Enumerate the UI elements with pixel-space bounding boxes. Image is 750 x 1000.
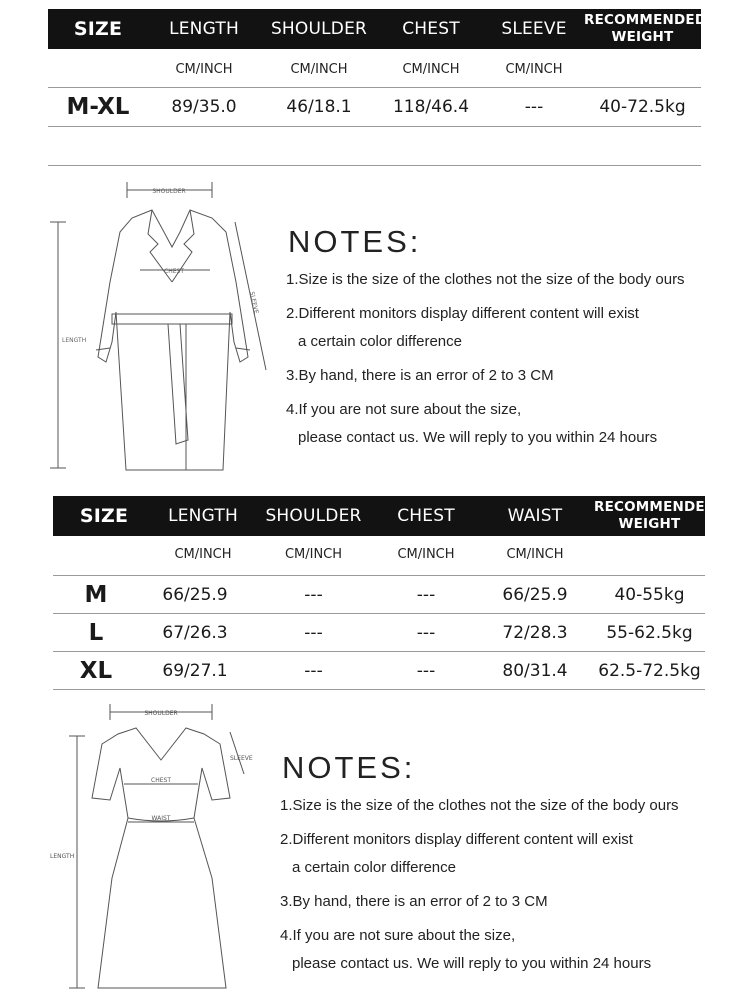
header-waist: WAIST (507, 506, 563, 526)
divider (48, 165, 701, 166)
row-chest: --- (416, 584, 436, 605)
row-chest: --- (416, 622, 436, 643)
header-chest: CHEST (397, 506, 455, 526)
unit-chest: CM/INCH (402, 61, 460, 77)
row-length: 89/35.0 (171, 97, 237, 117)
label-sleeve: SLEEVE (248, 290, 260, 315)
notes-section (286, 224, 726, 452)
header-recommended: RECOMMENDED (584, 12, 707, 28)
unit-length: CM/INCH (175, 61, 233, 77)
header-shoulder: SHOULDER (265, 506, 362, 526)
table-row (53, 576, 705, 614)
header-weight: WEIGHT (611, 29, 674, 45)
unit-chest: CM/INCH (397, 546, 455, 562)
row-size: XL (79, 657, 113, 684)
row-length: 66/25.9 (162, 584, 228, 605)
table-row (48, 88, 701, 127)
row-size: L (88, 619, 104, 646)
row-shoulder: --- (304, 622, 323, 643)
header-weight: WEIGHT (618, 516, 681, 532)
dress-sketch (40, 698, 270, 998)
note-item: 2.Different monitors display different content will exist (286, 305, 639, 322)
note-item: 1.Size is the size of the clothes not the size of the body ours (286, 271, 685, 288)
label-chest: CHEST (164, 268, 184, 275)
table-header (53, 496, 717, 536)
label-shoulder: SHOULDER (144, 710, 178, 717)
unit-sleeve: CM/INCH (505, 61, 563, 77)
notes-section (280, 750, 730, 978)
note-item: 1.Size is the size of the clothes not the size of the body ours (280, 797, 679, 814)
row-length: 67/26.3 (162, 622, 228, 643)
label-sleeve: SLEEVE (230, 755, 253, 762)
row-waist: 66/25.9 (502, 584, 568, 605)
row-weight: 62.5-72.5kg (598, 660, 701, 681)
note-item: 3.By hand, there is an error of 2 to 3 CM (280, 893, 548, 910)
row-weight: 40-55kg (614, 584, 685, 605)
header-chest: CHEST (402, 19, 460, 39)
header-shoulder: SHOULDER (270, 19, 368, 39)
label-chest: CHEST (151, 777, 171, 784)
label-shoulder: SHOULDER (152, 188, 186, 195)
table-row (53, 652, 705, 690)
note-item: a certain color difference (292, 859, 456, 876)
header-recommended-weight (594, 499, 717, 533)
notes-title: NOTES: (282, 750, 416, 785)
header-length: LENGTH (168, 506, 238, 526)
note-item: 4.If you are not sure about the size, (286, 401, 522, 418)
row-length: 69/27.1 (162, 660, 228, 681)
table-row (53, 614, 705, 652)
unit-waist: CM/INCH (506, 546, 564, 562)
row-shoulder: --- (304, 584, 323, 605)
note-item: 2.Different monitors display different content will exist (280, 831, 633, 848)
row-shoulder: 46/18.1 (286, 97, 352, 117)
label-length: LENGTH (62, 337, 87, 344)
table-header (48, 9, 707, 49)
unit-length: CM/INCH (174, 546, 232, 562)
note-item: please contact us. We will reply to you within 24 hours (298, 429, 658, 446)
header-sleeve: SLEEVE (501, 19, 567, 39)
unit-shoulder: CM/INCH (284, 546, 343, 562)
unit-shoulder: CM/INCH (290, 61, 348, 77)
header-size: SIZE (79, 505, 129, 527)
label-waist: WAIST (151, 815, 171, 822)
row-waist: 80/31.4 (502, 660, 568, 681)
row-size: M-XL (66, 94, 130, 120)
header-recommended: RECOMMENDED (594, 499, 717, 515)
header-length: LENGTH (169, 19, 239, 39)
row-weight: 40-72.5kg (599, 97, 686, 117)
notes-title: NOTES: (288, 224, 422, 259)
row-size: M (84, 581, 108, 608)
header-size: SIZE (73, 18, 123, 40)
note-item: a certain color difference (298, 333, 462, 350)
row-sleeve: --- (524, 97, 544, 117)
note-item: 4.If you are not sure about the size, (280, 927, 516, 944)
row-chest: --- (416, 660, 436, 681)
header-recommended-weight (584, 12, 707, 46)
label-length: LENGTH (50, 853, 75, 860)
note-item: please contact us. We will reply to you within 24 hours (292, 955, 652, 972)
coat-sketch (40, 172, 280, 477)
row-chest: 118/46.4 (392, 97, 470, 117)
row-waist: 72/28.3 (502, 622, 568, 643)
row-shoulder: --- (304, 660, 323, 681)
units-row (53, 543, 705, 565)
note-item: 3.By hand, there is an error of 2 to 3 CM (286, 367, 554, 384)
units-row (48, 58, 701, 80)
row-weight: 55-62.5kg (606, 622, 693, 643)
